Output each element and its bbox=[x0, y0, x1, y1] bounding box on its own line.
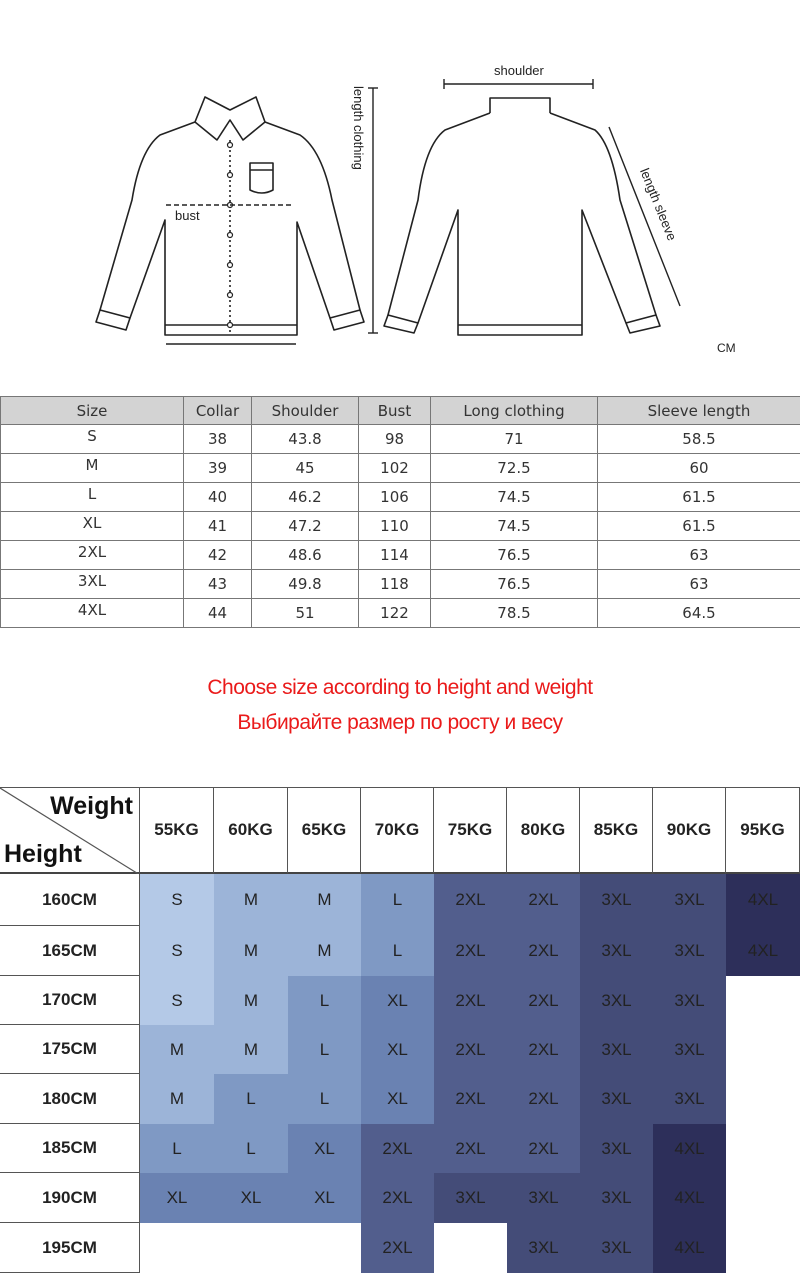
measurement-size-cell: S bbox=[1, 425, 184, 454]
size-cell: M bbox=[140, 1025, 214, 1074]
back-shirt-body bbox=[388, 113, 656, 335]
measurement-value-cell: 43.8 bbox=[252, 425, 359, 454]
size-cell: XL bbox=[214, 1173, 288, 1223]
size-cell: L bbox=[214, 1074, 288, 1124]
measurement-value-cell: 49.8 bbox=[252, 570, 359, 599]
size-cell: S bbox=[140, 874, 214, 926]
size-cell: 3XL bbox=[580, 1223, 653, 1273]
measurement-header-cell: Size bbox=[1, 397, 184, 425]
label-shoulder: shoulder bbox=[494, 63, 544, 78]
measurement-size-cell: XL bbox=[1, 512, 184, 541]
measurement-header-cell: Sleeve length bbox=[598, 397, 800, 425]
size-cell: XL bbox=[288, 1124, 361, 1173]
measurement-value-cell: 122 bbox=[359, 599, 431, 628]
size-cell: L bbox=[288, 1074, 361, 1124]
size-cell: 3XL bbox=[580, 1025, 653, 1074]
size-cell: 2XL bbox=[507, 1025, 580, 1074]
size-cell bbox=[214, 1223, 288, 1273]
measurement-row bbox=[1, 454, 800, 483]
size-cell: 2XL bbox=[434, 1025, 507, 1074]
size-cell: 3XL bbox=[653, 874, 726, 926]
size-advice-russian: Выбирайте размер по росту и весу bbox=[237, 711, 563, 734]
size-cell: 2XL bbox=[361, 1223, 434, 1273]
measurement-header-cell: Shoulder bbox=[252, 397, 359, 425]
size-cell bbox=[726, 1025, 800, 1074]
size-cell: L bbox=[140, 1124, 214, 1173]
measurement-body bbox=[1, 425, 800, 628]
size-cell: 3XL bbox=[653, 1025, 726, 1074]
size-cell: 3XL bbox=[580, 1124, 653, 1173]
size-cell: 2XL bbox=[361, 1124, 434, 1173]
measurement-value-cell: 102 bbox=[359, 454, 431, 483]
label-length-sleeve: length sleeve bbox=[637, 166, 680, 243]
size-cell: 3XL bbox=[580, 1173, 653, 1223]
measurement-value-cell: 43 bbox=[184, 570, 252, 599]
measurement-value-cell: 46.2 bbox=[252, 483, 359, 512]
measurement-row bbox=[1, 599, 800, 628]
height-header: 170CM bbox=[0, 976, 140, 1025]
weight-header: 75KG bbox=[434, 787, 507, 874]
height-header: 190CM bbox=[0, 1173, 140, 1223]
size-cell: XL bbox=[361, 976, 434, 1025]
measurement-value-cell: 118 bbox=[359, 570, 431, 599]
weight-header: 70KG bbox=[361, 787, 434, 874]
size-cell: 3XL bbox=[580, 976, 653, 1025]
front-collar bbox=[195, 97, 265, 140]
measurement-size-cell: 3XL bbox=[1, 570, 184, 599]
size-cell: 3XL bbox=[580, 1074, 653, 1124]
measurement-row bbox=[1, 483, 800, 512]
measurement-value-cell: 38 bbox=[184, 425, 252, 454]
size-cell: 4XL bbox=[726, 874, 800, 926]
front-pocket bbox=[250, 163, 273, 193]
measurement-value-cell: 45 bbox=[252, 454, 359, 483]
measurement-value-cell: 110 bbox=[359, 512, 431, 541]
measurement-value-cell: 114 bbox=[359, 541, 431, 570]
measurement-row bbox=[1, 512, 800, 541]
size-cell: M bbox=[214, 976, 288, 1025]
size-cell: L bbox=[288, 1025, 361, 1074]
size-cell: 2XL bbox=[507, 976, 580, 1025]
size-cell: 2XL bbox=[361, 1173, 434, 1223]
height-weight-size-grid bbox=[0, 787, 800, 1273]
size-cell: L bbox=[288, 976, 361, 1025]
size-cell: M bbox=[214, 874, 288, 926]
size-cell: 3XL bbox=[507, 1173, 580, 1223]
label-bust: bust bbox=[175, 208, 200, 223]
height-header: 180CM bbox=[0, 1074, 140, 1124]
size-cell: 2XL bbox=[507, 874, 580, 926]
corner-weight-label: Weight bbox=[50, 792, 133, 820]
measurement-header-cell: Bust bbox=[359, 397, 431, 425]
size-cell: 3XL bbox=[507, 1223, 580, 1273]
size-cell: 2XL bbox=[507, 1074, 580, 1124]
measurement-value-cell: 42 bbox=[184, 541, 252, 570]
grid-corner bbox=[0, 787, 140, 874]
size-cell: XL bbox=[288, 1173, 361, 1223]
measurement-value-cell: 74.5 bbox=[431, 512, 598, 541]
size-cell: 2XL bbox=[434, 874, 507, 926]
measurement-value-cell: 63 bbox=[598, 541, 800, 570]
size-cell: 2XL bbox=[434, 1074, 507, 1124]
measurement-size-cell: L bbox=[1, 483, 184, 512]
corner-height-label: Height bbox=[4, 840, 82, 868]
size-cell: 4XL bbox=[726, 926, 800, 976]
measurement-header-cell: Long clothing bbox=[431, 397, 598, 425]
measurement-size-cell: M bbox=[1, 454, 184, 483]
size-cell: L bbox=[361, 874, 434, 926]
weight-header: 95KG bbox=[726, 787, 800, 874]
size-cell: 4XL bbox=[653, 1173, 726, 1223]
measurement-value-cell: 64.5 bbox=[598, 599, 800, 628]
size-cell: M bbox=[214, 1025, 288, 1074]
measurement-value-cell: 61.5 bbox=[598, 512, 800, 541]
size-cell: 2XL bbox=[507, 926, 580, 976]
measurement-value-cell: 58.5 bbox=[598, 425, 800, 454]
weight-header: 85KG bbox=[580, 787, 653, 874]
shirt-measurement-diagram bbox=[0, 0, 800, 370]
measurement-value-cell: 76.5 bbox=[431, 570, 598, 599]
size-cell bbox=[726, 1173, 800, 1223]
size-cell: M bbox=[140, 1074, 214, 1124]
height-header: 165CM bbox=[0, 926, 140, 976]
measurement-header-row bbox=[1, 397, 800, 425]
height-header: 160CM bbox=[0, 874, 140, 926]
measurement-row bbox=[1, 425, 800, 454]
measurement-value-cell: 76.5 bbox=[431, 541, 598, 570]
size-cell bbox=[140, 1223, 214, 1273]
size-cell bbox=[726, 976, 800, 1025]
size-cell: M bbox=[214, 926, 288, 976]
measurement-value-cell: 51 bbox=[252, 599, 359, 628]
measurement-value-cell: 47.2 bbox=[252, 512, 359, 541]
measurement-value-cell: 41 bbox=[184, 512, 252, 541]
weight-header: 80KG bbox=[507, 787, 580, 874]
measurement-row bbox=[1, 541, 800, 570]
size-cell: L bbox=[361, 926, 434, 976]
measurement-value-cell: 74.5 bbox=[431, 483, 598, 512]
size-cell: 2XL bbox=[434, 926, 507, 976]
measurement-value-cell: 72.5 bbox=[431, 454, 598, 483]
height-header: 185CM bbox=[0, 1124, 140, 1173]
back-collar bbox=[490, 98, 550, 113]
weight-header: 90KG bbox=[653, 787, 726, 874]
measurement-value-cell: 48.6 bbox=[252, 541, 359, 570]
size-cell: 3XL bbox=[434, 1173, 507, 1223]
measurement-value-cell: 106 bbox=[359, 483, 431, 512]
size-cell: 3XL bbox=[580, 926, 653, 976]
measurement-size-cell: 2XL bbox=[1, 541, 184, 570]
measurement-value-cell: 71 bbox=[431, 425, 598, 454]
front-shirt-body bbox=[100, 122, 360, 335]
height-header: 175CM bbox=[0, 1025, 140, 1074]
height-header: 195CM bbox=[0, 1223, 140, 1273]
size-cell: 2XL bbox=[434, 1124, 507, 1173]
measurement-value-cell: 98 bbox=[359, 425, 431, 454]
shirt-outline-svg bbox=[0, 0, 800, 370]
weight-header: 55KG bbox=[140, 787, 214, 874]
size-cell bbox=[288, 1223, 361, 1273]
size-cell: 4XL bbox=[653, 1124, 726, 1173]
size-cell: 3XL bbox=[653, 926, 726, 976]
measurement-value-cell: 40 bbox=[184, 483, 252, 512]
size-cell: XL bbox=[361, 1025, 434, 1074]
label-unit: CM bbox=[717, 341, 736, 355]
size-cell bbox=[726, 1074, 800, 1124]
size-cell bbox=[726, 1223, 800, 1273]
label-length-clothing: length clothing bbox=[351, 86, 366, 170]
measurement-value-cell: 44 bbox=[184, 599, 252, 628]
size-cell: 2XL bbox=[507, 1124, 580, 1173]
measurement-table bbox=[0, 396, 800, 628]
size-cell: M bbox=[288, 926, 361, 976]
weight-header: 65KG bbox=[288, 787, 361, 874]
size-cell: L bbox=[214, 1124, 288, 1173]
size-cell: 3XL bbox=[653, 976, 726, 1025]
measurement-value-cell: 60 bbox=[598, 454, 800, 483]
size-cell: M bbox=[288, 874, 361, 926]
size-advice-english: Choose size according to height and weight bbox=[207, 676, 593, 699]
measurement-header-cell: Collar bbox=[184, 397, 252, 425]
size-cell: S bbox=[140, 926, 214, 976]
size-cell: 4XL bbox=[653, 1223, 726, 1273]
weight-header: 60KG bbox=[214, 787, 288, 874]
measurement-value-cell: 78.5 bbox=[431, 599, 598, 628]
size-cell: S bbox=[140, 976, 214, 1025]
size-cell: XL bbox=[361, 1074, 434, 1124]
size-cell bbox=[434, 1223, 507, 1273]
size-cell bbox=[726, 1124, 800, 1173]
measurement-row bbox=[1, 570, 800, 599]
size-cell: 2XL bbox=[434, 976, 507, 1025]
measurement-value-cell: 39 bbox=[184, 454, 252, 483]
measurement-size-cell: 4XL bbox=[1, 599, 184, 628]
size-cell: XL bbox=[140, 1173, 214, 1223]
size-cell: 3XL bbox=[653, 1074, 726, 1124]
size-cell: 3XL bbox=[580, 874, 653, 926]
measurement-value-cell: 63 bbox=[598, 570, 800, 599]
measurement-value-cell: 61.5 bbox=[598, 483, 800, 512]
